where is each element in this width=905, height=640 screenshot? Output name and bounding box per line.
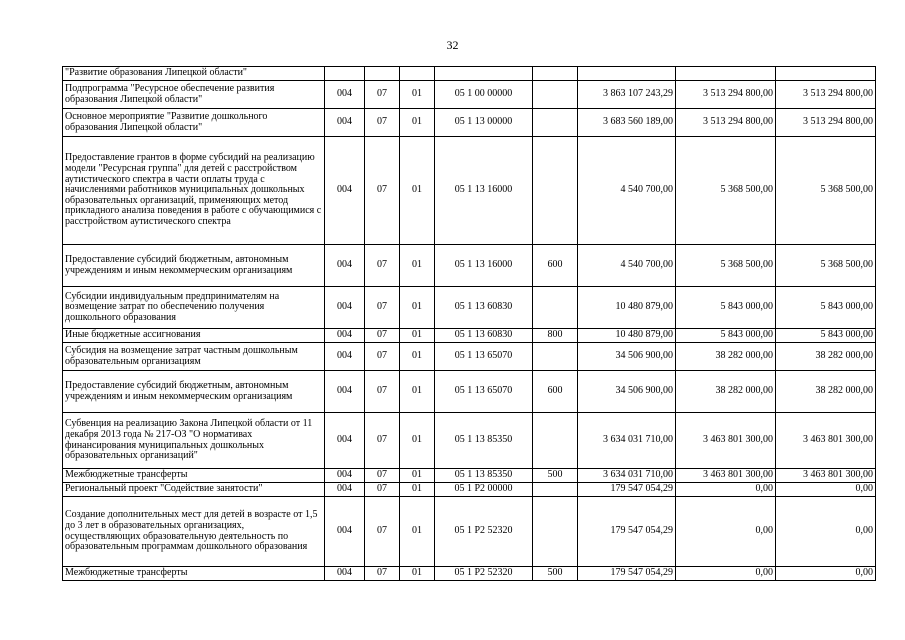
row-name-cell: Иные бюджетные ассигнования [63,329,325,343]
table-row [63,469,876,483]
table-row [63,81,876,109]
row-sum2-cell: 5 843 000,00 [676,329,776,343]
row-name-cell: Субсидия на возмещение затрат частным дошкольным образовательным организациям [63,343,325,371]
row-rz-cell [365,67,400,81]
row-rz-cell: 07 [365,137,400,245]
table-row [63,329,876,343]
row-sum1-cell: 10 480 879,00 [578,329,676,343]
row-csr-cell: 05 1 13 85350 [435,469,533,483]
row-sum1-cell: 3 683 560 189,00 [578,109,676,137]
row-sum3-cell: 5 368 500,00 [776,245,876,287]
row-gr-cell: 004 [325,287,365,329]
row-gr-cell: 004 [325,371,365,413]
row-gr-cell: 004 [325,329,365,343]
table-row [63,137,876,245]
row-gr-cell: 004 [325,567,365,581]
row-sum2-cell: 3 463 801 300,00 [676,469,776,483]
row-sum3-cell: 3 463 801 300,00 [776,469,876,483]
row-sum2-cell: 3 513 294 800,00 [676,109,776,137]
row-rz-cell: 07 [365,245,400,287]
row-sum1-cell: 34 506 900,00 [578,343,676,371]
row-vr-cell [533,497,578,567]
row-csr-cell: 05 1 13 65070 [435,371,533,413]
row-rz-cell: 07 [365,329,400,343]
row-gr-cell: 004 [325,109,365,137]
row-csr-cell: 05 1 13 16000 [435,245,533,287]
row-name-cell: Межбюджетные трансферты [63,567,325,581]
table-row [63,67,876,81]
row-sum2-cell [676,67,776,81]
row-sum2-cell: 0,00 [676,483,776,497]
row-vr-cell: 500 [533,469,578,483]
row-gr-cell: 004 [325,81,365,109]
row-csr-cell: 05 1 13 60830 [435,287,533,329]
table-row [63,371,876,413]
table-row [63,109,876,137]
row-rz-cell: 07 [365,371,400,413]
row-vr-cell: 600 [533,245,578,287]
row-rz-cell: 07 [365,413,400,469]
row-rz-cell: 07 [365,287,400,329]
row-rz-cell: 07 [365,483,400,497]
row-vr-cell [533,483,578,497]
row-rz-cell: 07 [365,567,400,581]
row-rz-cell: 07 [365,343,400,371]
page-number: 32 [446,38,459,52]
row-sum1-cell: 179 547 054,29 [578,567,676,581]
row-pr-cell: 01 [400,371,435,413]
row-vr-cell [533,67,578,81]
row-sum3-cell: 5 843 000,00 [776,287,876,329]
table-row [63,483,876,497]
row-sum1-cell: 4 540 700,00 [578,137,676,245]
row-gr-cell: 004 [325,413,365,469]
row-gr-cell: 004 [325,343,365,371]
row-gr-cell: 004 [325,497,365,567]
row-pr-cell: 01 [400,567,435,581]
row-pr-cell: 01 [400,109,435,137]
row-name-cell: Предоставление субсидий бюджетным, автономным учреждениям и иным некоммерческим организациям [63,371,325,413]
row-name-cell: Предоставление субсидий бюджетным, автономным учреждениям и иным некоммерческим организациям [63,245,325,287]
row-gr-cell: 004 [325,469,365,483]
row-vr-cell [533,81,578,109]
row-name-cell: Субвенция на реализацию Закона Липецкой области от 11 декабря 2013 года № 217-ОЗ "О нормативах финансирования муниципальных дошкольных образовательных организаций" [63,413,325,469]
row-name-cell: Межбюджетные трансферты [63,469,325,483]
row-csr-cell: 05 1 13 16000 [435,137,533,245]
row-sum3-cell: 0,00 [776,497,876,567]
row-sum1-cell: 3 863 107 243,29 [578,81,676,109]
row-sum3-cell: 0,00 [776,567,876,581]
row-csr-cell: 05 1 13 85350 [435,413,533,469]
row-pr-cell: 01 [400,483,435,497]
row-sum2-cell: 0,00 [676,497,776,567]
row-csr-cell: 05 1 13 60830 [435,329,533,343]
row-name-cell: Региональный проект "Содействие занятости" [63,483,325,497]
row-pr-cell: 01 [400,497,435,567]
row-sum1-cell: 179 547 054,29 [578,497,676,567]
row-csr-cell [435,67,533,81]
table-row [63,245,876,287]
row-sum2-cell: 5 368 500,00 [676,137,776,245]
row-vr-cell [533,343,578,371]
row-sum1-cell: 10 480 879,00 [578,287,676,329]
row-gr-cell [325,67,365,81]
row-pr-cell: 01 [400,329,435,343]
row-sum3-cell: 0,00 [776,483,876,497]
row-name-cell: Подпрограмма "Ресурсное обеспечение развития образования Липецкой области" [63,81,325,109]
row-name-cell: "Развитие образования Липецкой области" [63,67,325,81]
table-row [63,497,876,567]
row-csr-cell: 05 1 00 00000 [435,81,533,109]
row-sum3-cell: 3 513 294 800,00 [776,109,876,137]
row-sum3-cell: 5 368 500,00 [776,137,876,245]
row-sum1-cell: 34 506 900,00 [578,371,676,413]
row-pr-cell: 01 [400,287,435,329]
row-pr-cell: 01 [400,81,435,109]
row-rz-cell: 07 [365,497,400,567]
row-rz-cell: 07 [365,81,400,109]
row-vr-cell: 800 [533,329,578,343]
row-rz-cell: 07 [365,469,400,483]
row-sum3-cell: 3 463 801 300,00 [776,413,876,469]
row-name-cell: Основное мероприятие "Развитие дошкольного образования Липецкой области" [63,109,325,137]
row-csr-cell: 05 1 13 65070 [435,343,533,371]
row-sum2-cell: 3 513 294 800,00 [676,81,776,109]
row-sum3-cell [776,67,876,81]
row-sum1-cell: 179 547 054,29 [578,483,676,497]
row-name-cell: Субсидии индивидуальным предпринимателям на возмещение затрат по обеспечению получения дошкольного образования [63,287,325,329]
row-sum3-cell: 38 282 000,00 [776,343,876,371]
row-sum1-cell [578,67,676,81]
row-sum2-cell: 5 843 000,00 [676,287,776,329]
row-sum2-cell: 0,00 [676,567,776,581]
row-sum2-cell: 38 282 000,00 [676,343,776,371]
row-vr-cell [533,287,578,329]
table-body [63,67,876,581]
row-gr-cell: 004 [325,245,365,287]
row-csr-cell: 05 1 P2 52320 [435,497,533,567]
row-sum3-cell: 38 282 000,00 [776,371,876,413]
row-pr-cell: 01 [400,245,435,287]
row-csr-cell: 05 1 P2 00000 [435,483,533,497]
row-vr-cell [533,137,578,245]
table-row [63,413,876,469]
row-pr-cell: 01 [400,343,435,371]
table-row [63,343,876,371]
row-vr-cell: 500 [533,567,578,581]
row-sum1-cell: 4 540 700,00 [578,245,676,287]
row-vr-cell [533,109,578,137]
row-sum2-cell: 3 463 801 300,00 [676,413,776,469]
row-vr-cell: 600 [533,371,578,413]
row-pr-cell [400,67,435,81]
row-name-cell: Предоставление грантов в форме субсидий на реализацию модели "Ресурсная группа" для детей с расстройством аутистического спектра в части оплаты труда с начислениями работников муниципальных дошкольных образовательных организаций, применяющих метод прикладного анализа поведения в работе с обучающимися с расстройством аутистического спектра [63,137,325,245]
row-gr-cell: 004 [325,137,365,245]
table-row [63,287,876,329]
row-sum2-cell: 5 368 500,00 [676,245,776,287]
row-sum1-cell: 3 634 031 710,00 [578,469,676,483]
row-pr-cell: 01 [400,469,435,483]
row-pr-cell: 01 [400,413,435,469]
row-csr-cell: 05 1 13 00000 [435,109,533,137]
row-csr-cell: 05 1 P2 52320 [435,567,533,581]
row-sum2-cell: 38 282 000,00 [676,371,776,413]
row-sum3-cell: 5 843 000,00 [776,329,876,343]
row-sum1-cell: 3 634 031 710,00 [578,413,676,469]
table-row [63,567,876,581]
row-vr-cell [533,413,578,469]
row-sum3-cell: 3 513 294 800,00 [776,81,876,109]
row-gr-cell: 004 [325,483,365,497]
budget-table [62,66,876,581]
row-pr-cell: 01 [400,137,435,245]
row-name-cell: Создание дополнительных мест для детей в возрасте от 1,5 до 3 лет в образовательных организациях, осуществляющих образовательную деятельность по образовательным программам дошкольного образования [63,497,325,567]
row-rz-cell: 07 [365,109,400,137]
